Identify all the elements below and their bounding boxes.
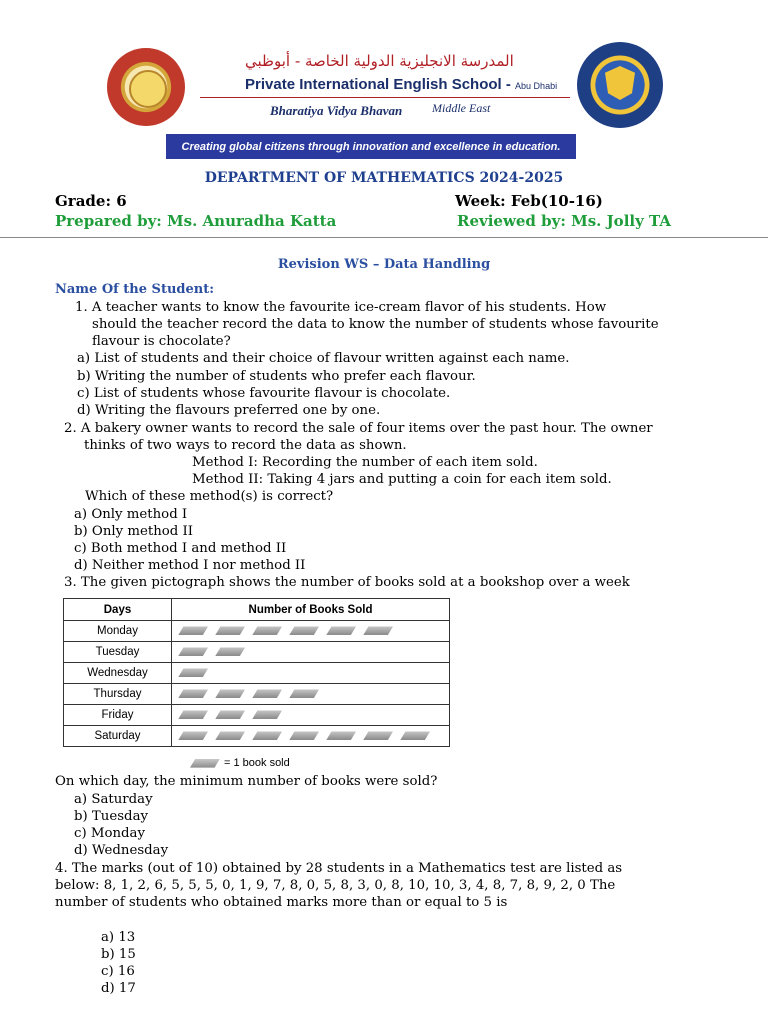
pictograph-row xyxy=(64,684,450,705)
book-icon xyxy=(178,626,208,635)
book-icon xyxy=(215,689,245,698)
q2-method-1: Method I: Recording the number of each item sold. xyxy=(192,455,538,470)
book-icon xyxy=(178,731,208,740)
day-cell: Tuesday xyxy=(64,642,172,663)
q4-line: number of students who obtained marks more than or equal to 5 is xyxy=(55,895,508,910)
q1-option-c: c) List of students whose favourite flavour is chocolate. xyxy=(77,386,451,401)
school-logo-left xyxy=(107,48,185,126)
day-cell: Wednesday xyxy=(64,663,172,684)
pictograph-row xyxy=(64,663,450,684)
q4-option-c: c) 16 xyxy=(101,964,135,979)
student-name-label: Name Of the Student: xyxy=(55,282,215,297)
book-icon xyxy=(178,647,208,656)
q1-option-d: d) Writing the flavours preferred one by one. xyxy=(77,403,381,418)
books-cell xyxy=(172,663,450,684)
books-cell xyxy=(172,621,450,642)
book-icon xyxy=(215,731,245,740)
divider xyxy=(200,97,570,98)
q3-option-a: a) Saturday xyxy=(74,792,153,807)
q4-option-a: a) 13 xyxy=(101,930,136,945)
middle-east-label: Middle East xyxy=(432,101,491,115)
q2-question: Which of these method(s) is correct? xyxy=(85,489,334,504)
grade-label: Grade: 6 xyxy=(55,192,127,210)
worksheet-title: Revision WS – Data Handling xyxy=(277,257,491,272)
books-cell xyxy=(172,642,450,663)
q3-option-d: d) Wednesday xyxy=(74,843,169,858)
bvb-name: Bharatiya Vidya Bhavan xyxy=(270,103,403,118)
prepared-by: Prepared by: Ms. Anuradha Katta xyxy=(55,212,337,230)
book-icon xyxy=(289,626,319,635)
book-icon xyxy=(326,731,356,740)
q2-line: 2. A bakery owner wants to record the sale of four items over the past hour. The owner xyxy=(64,421,653,436)
book-icon xyxy=(178,710,208,719)
q2-option-d: d) Neither method I nor method II xyxy=(74,558,306,573)
book-icon xyxy=(252,626,282,635)
day-cell: Saturday xyxy=(64,726,172,747)
header-days: Days xyxy=(64,599,172,621)
q2-method-2: Method II: Taking 4 jars and putting a coin for each item sold. xyxy=(192,472,612,487)
q1-line: flavour is chocolate? xyxy=(92,334,231,349)
books-cell xyxy=(172,684,450,705)
q4-option-d: d) 17 xyxy=(101,981,136,996)
pictograph-row xyxy=(64,621,450,642)
book-icon xyxy=(400,731,430,740)
q3-option-c: c) Monday xyxy=(74,826,145,841)
q1-line: should the teacher record the data to know the number of students whose favourite xyxy=(92,317,659,332)
q2-option-c: c) Both method I and method II xyxy=(74,541,287,556)
book-icon xyxy=(326,626,356,635)
books-cell xyxy=(172,726,450,747)
q1-option-a: a) List of students and their choice of flavour written against each name. xyxy=(77,351,570,366)
book-icon xyxy=(190,759,220,768)
pictograph-legend: = 1 book sold xyxy=(190,757,290,769)
day-cell: Thursday xyxy=(64,684,172,705)
header-rule xyxy=(0,237,768,238)
q2-line: thinks of two ways to record the data as shown. xyxy=(84,438,407,453)
book-icon xyxy=(215,710,245,719)
book-icon xyxy=(215,626,245,635)
q2-option-a: a) Only method I xyxy=(74,507,188,522)
school-name-arabic: المدرسة الانجليزية الدولية الخاصة - أبوظبي xyxy=(245,52,514,70)
day-cell: Monday xyxy=(64,621,172,642)
q2-option-b: b) Only method II xyxy=(74,524,194,539)
bvb-logo-right xyxy=(577,42,663,128)
q1-line: 1. A teacher wants to know the favourite ice-cream flavor of his students. How xyxy=(75,300,607,315)
book-icon xyxy=(252,710,282,719)
q1-option-b: b) Writing the number of students who prefer each flavour. xyxy=(77,369,476,384)
header-books: Number of Books Sold xyxy=(172,599,450,621)
q4-option-b: b) 15 xyxy=(101,947,136,962)
pictograph-row xyxy=(64,726,450,747)
book-icon xyxy=(289,689,319,698)
book-icon xyxy=(363,626,393,635)
day-cell: Friday xyxy=(64,705,172,726)
week-label: Week: Feb(10-16) xyxy=(455,192,603,210)
pictograph-row xyxy=(64,642,450,663)
books-cell xyxy=(172,705,450,726)
motto-banner: Creating global citizens through innovation and excellence in education. xyxy=(166,134,576,159)
q4-line: below: 8, 1, 2, 6, 5, 5, 5, 0, 1, 9, 7, 8, 0, 5, 8, 3, 0, 8, 10, 10, 3, 4, 8, 7, 8, 9, 2, 0 The xyxy=(55,878,616,893)
q3-option-b: b) Tuesday xyxy=(74,809,149,824)
q4-line: 4. The marks (out of 10) obtained by 28 students in a Mathematics test are listed as xyxy=(55,861,623,876)
school-name: Private International English School - Abu Dhabi xyxy=(245,76,558,93)
book-icon xyxy=(252,689,282,698)
book-icon xyxy=(178,689,208,698)
book-icon xyxy=(215,647,245,656)
book-icon xyxy=(178,668,208,677)
book-icon xyxy=(252,731,282,740)
book-icon xyxy=(289,731,319,740)
q3-question: On which day, the minimum number of books were sold? xyxy=(55,774,438,789)
q3-line: 3. The given pictograph shows the number of books sold at a bookshop over a week xyxy=(64,575,630,590)
reviewed-by: Reviewed by: Ms. Jolly TA xyxy=(457,212,672,230)
department-title: DEPARTMENT OF MATHEMATICS 2024-2025 xyxy=(204,170,564,186)
book-icon xyxy=(363,731,393,740)
pictograph-row xyxy=(64,705,450,726)
pictograph-table xyxy=(63,598,450,747)
